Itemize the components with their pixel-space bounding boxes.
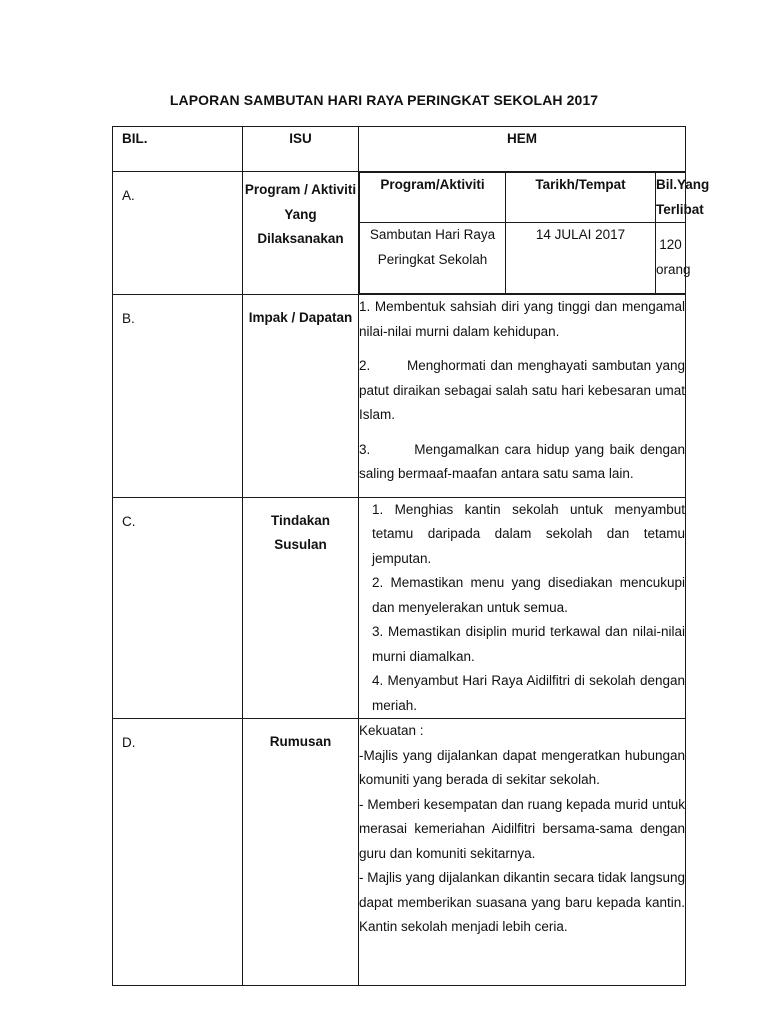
rumusan-heading: Kekuatan : — [359, 723, 424, 738]
header-hem — [359, 127, 686, 172]
row-a — [113, 172, 686, 295]
rumusan-item-3: - Majlis yang dijalankan dikantin secara tidak langsung dapat memberikan suasana yang baru kepada kantin. Kantin sekolah menjadi lebih ceria. — [359, 870, 685, 934]
row-d-bil — [113, 719, 243, 986]
header-bil — [113, 127, 243, 172]
row-d-bil-label: D. — [122, 735, 136, 750]
program-participants: 120 orang — [656, 223, 686, 294]
program-subtable-header — [360, 173, 686, 223]
impak-item-3: 3. Mengamalkan cara hidup yang baik dengan saling bermaaf-maafan antara satu sama lain. — [359, 441, 689, 481]
row-d — [113, 719, 686, 986]
program-subtable — [359, 172, 710, 294]
row-a-isu-label: Program / Aktiviti Yang Dilaksanakan — [244, 182, 357, 246]
subheader-program: Program/Aktiviti — [360, 173, 506, 223]
program-subtable-row — [360, 223, 686, 294]
program-date: 14 JULAI 2017 — [506, 223, 656, 294]
row-c-bil-label: C. — [122, 513, 136, 529]
report-title: LAPORAN SAMBUTAN HARI RAYA PERINGKAT SEKOLAH 2017 — [169, 92, 599, 108]
row-b-isu — [243, 295, 359, 498]
row-b-hem — [359, 295, 689, 498]
impak-item-2: 2. Menghormati dan menghayati sambutan yang patut diraikan sebagai salah satu hari kebesaran umat Islam. — [359, 358, 689, 422]
row-b — [113, 295, 686, 498]
rumusan-item-1: -Majlis yang dijalankan dapat mengeratkan hubungan komuniti yang berada di sekitar sekolah. — [359, 747, 685, 787]
row-b-bil — [113, 295, 243, 498]
row-c-bil — [113, 497, 243, 719]
row-d-isu — [243, 719, 359, 986]
report-table — [112, 126, 710, 986]
program-name: Sambutan Hari Raya Peringkat Sekolah — [360, 223, 506, 294]
row-c — [113, 497, 686, 719]
row-b-isu-label: Impak / Dapatan — [248, 310, 353, 325]
row-c-isu — [243, 497, 359, 719]
row-c-isu-label: Tindakan Susulan — [270, 512, 331, 552]
row-a-isu — [243, 172, 359, 295]
subheader-tarikh: Tarikh/Tempat — [506, 173, 656, 223]
row-a-bil — [113, 172, 243, 295]
header-isu — [243, 127, 359, 172]
tindakan-item-2: 2. Memastikan menu yang disediakan mencukupi dan menyelerakan untuk semua. — [372, 575, 685, 615]
row-b-bil-label: B. — [122, 311, 135, 326]
tindakan-item-4: 4. Menyambut Hari Raya Aidilfitri di sekolah dengan meriah. — [372, 673, 685, 713]
header-isu-label: ISU — [289, 131, 312, 146]
header-row — [113, 127, 686, 172]
header-hem-label: HEM — [507, 131, 537, 146]
tindakan-item-1: 1. Menghias kantin sekolah untuk menyambut tetamu daripada dalam sekolah dan tetamu jemputan. — [372, 501, 685, 566]
subheader-bilangan: Bil.Yang Terlibat — [656, 173, 686, 223]
rumusan-item-2: - Memberi kesempatan dan ruang kepada murid untuk merasai kemeriahan Aidilfitri bersama-sama dengan guru dan komuniti sekitarnya. — [359, 796, 685, 861]
row-a-hem — [359, 172, 710, 295]
tindakan-item-3: 3. Memastikan disiplin murid terkawal dan nilai-nilai murni diamalkan. — [372, 624, 685, 664]
header-bil-label: BIL. — [122, 131, 148, 146]
row-d-hem — [359, 719, 686, 986]
row-c-hem — [359, 497, 686, 719]
row-d-isu-label: Rumusan — [269, 734, 332, 749]
row-a-bil-label: A. — [122, 188, 135, 203]
impak-item-1: 1. Membentuk sahsiah diri yang tinggi dan mengamal nilai-nilai murni dalam kehidupan. — [359, 299, 685, 339]
